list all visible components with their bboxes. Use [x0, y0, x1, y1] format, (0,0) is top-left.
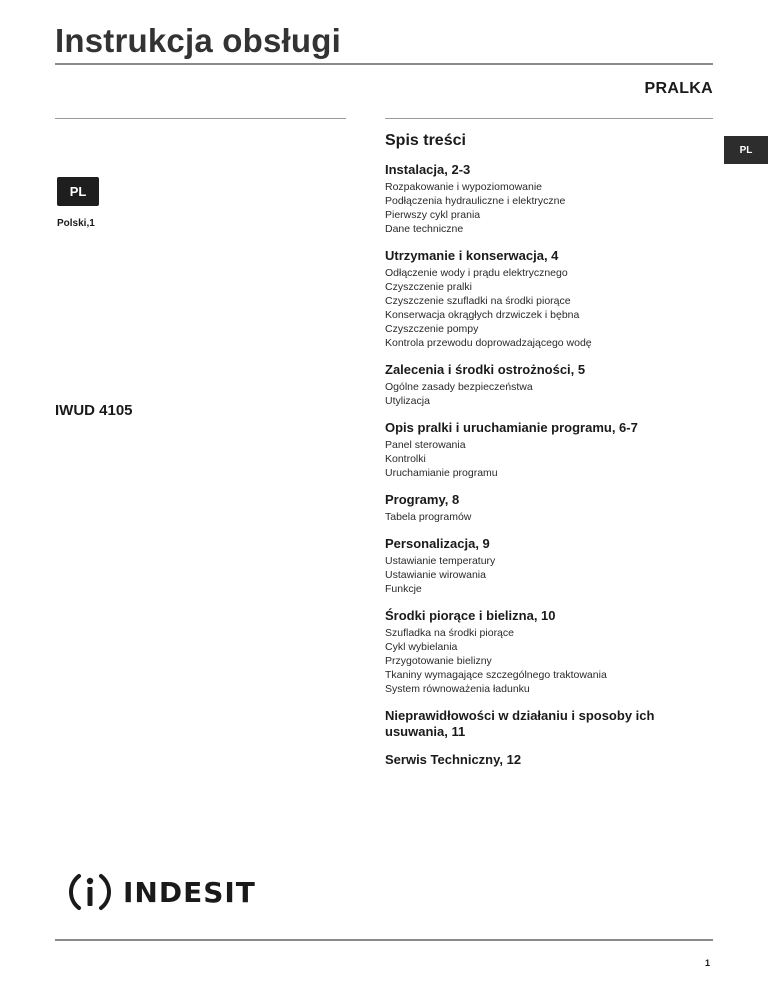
brand-wordmark: INDESIT: [123, 875, 256, 909]
product-type: PRALKA: [644, 80, 713, 97]
indesit-logo-icon: [65, 870, 115, 914]
toc-item: Konserwacja okrągłych drzwiczek i bębna: [385, 309, 580, 321]
toc-item: Czyszczenie szufladki na środki piorące: [385, 295, 571, 307]
toc-item: Odłączenie wody i prądu elektrycznego: [385, 267, 568, 279]
toc-section: [385, 362, 715, 408]
language-label: Polski,1: [57, 218, 95, 229]
toc-item: System równoważenia ładunku: [385, 683, 530, 695]
toc-item: Tabela programów: [385, 511, 472, 523]
toc-section-title: Opis pralki i uruchamianie programu, 6-7: [385, 420, 638, 435]
toc-item: Uruchamianie programu: [385, 467, 498, 479]
toc-section: [385, 752, 715, 768]
toc-section-title: Nieprawidłowości w działaniu i sposoby ich usuwania, 11: [385, 708, 655, 739]
language-side-tab: PL: [724, 136, 768, 164]
toc-item: Rozpakowanie i wypoziomowanie: [385, 181, 542, 193]
left-divider: [55, 118, 346, 119]
page-number: 1: [704, 958, 710, 968]
toc-item: Funkcje: [385, 583, 422, 595]
language-badge: PL: [57, 177, 99, 206]
toc-item: Cykl wybielania: [385, 641, 458, 653]
toc-item: Kontrola przewodu doprowadzającego wodę: [385, 337, 592, 349]
toc-section: [385, 162, 715, 236]
toc-item: Przygotowanie bielizny: [385, 655, 492, 667]
toc-item: Ogólne zasady bezpieczeństwa: [385, 381, 533, 393]
toc-section: [385, 708, 715, 740]
toc-section-title: Zalecenia i środki ostrożności, 5: [385, 362, 586, 377]
toc-section: [385, 536, 715, 596]
toc-item: Podłączenia hydrauliczne i elektryczne: [385, 195, 566, 207]
document-title: Instrukcja obsługi: [55, 22, 341, 59]
toc-heading: Spis treści: [385, 132, 466, 149]
model-name: IWUD 4105: [55, 402, 133, 419]
table-of-contents: [385, 132, 715, 780]
toc-section: [385, 420, 715, 480]
toc-item: Panel sterowania: [385, 439, 466, 451]
toc-section: [385, 492, 715, 524]
toc-item: Dane techniczne: [385, 223, 464, 235]
toc-item: Utylizacja: [385, 395, 430, 407]
toc-item: Tkaniny wymagające szczególnego traktowania: [385, 669, 607, 681]
right-divider: [385, 118, 713, 119]
toc-section-title: Instalacja, 2-3: [385, 162, 471, 177]
brand-logo: [65, 870, 256, 914]
bottom-rule: [55, 939, 713, 941]
toc-section: [385, 608, 715, 696]
toc-item: Ustawianie temperatury: [385, 555, 496, 567]
toc-item: Szufladka na środki piorące: [385, 627, 514, 639]
toc-item: Ustawianie wirowania: [385, 569, 486, 581]
toc-section-title: Serwis Techniczny, 12: [385, 752, 522, 767]
toc-item: Czyszczenie pralki: [385, 281, 472, 293]
toc-sections: [385, 162, 715, 768]
toc-section-title: Personalizacja, 9: [385, 536, 490, 551]
toc-item: Czyszczenie pompy: [385, 323, 479, 335]
toc-section: [385, 248, 715, 350]
toc-section-title: Środki piorące i bielizna, 10: [385, 608, 556, 623]
toc-item: Kontrolki: [385, 453, 426, 465]
toc-section-title: Programy, 8: [385, 492, 460, 507]
toc-item: Pierwszy cykl prania: [385, 209, 481, 221]
top-rule: [55, 63, 713, 65]
toc-section-title: Utrzymanie i konserwacja, 4: [385, 248, 559, 263]
